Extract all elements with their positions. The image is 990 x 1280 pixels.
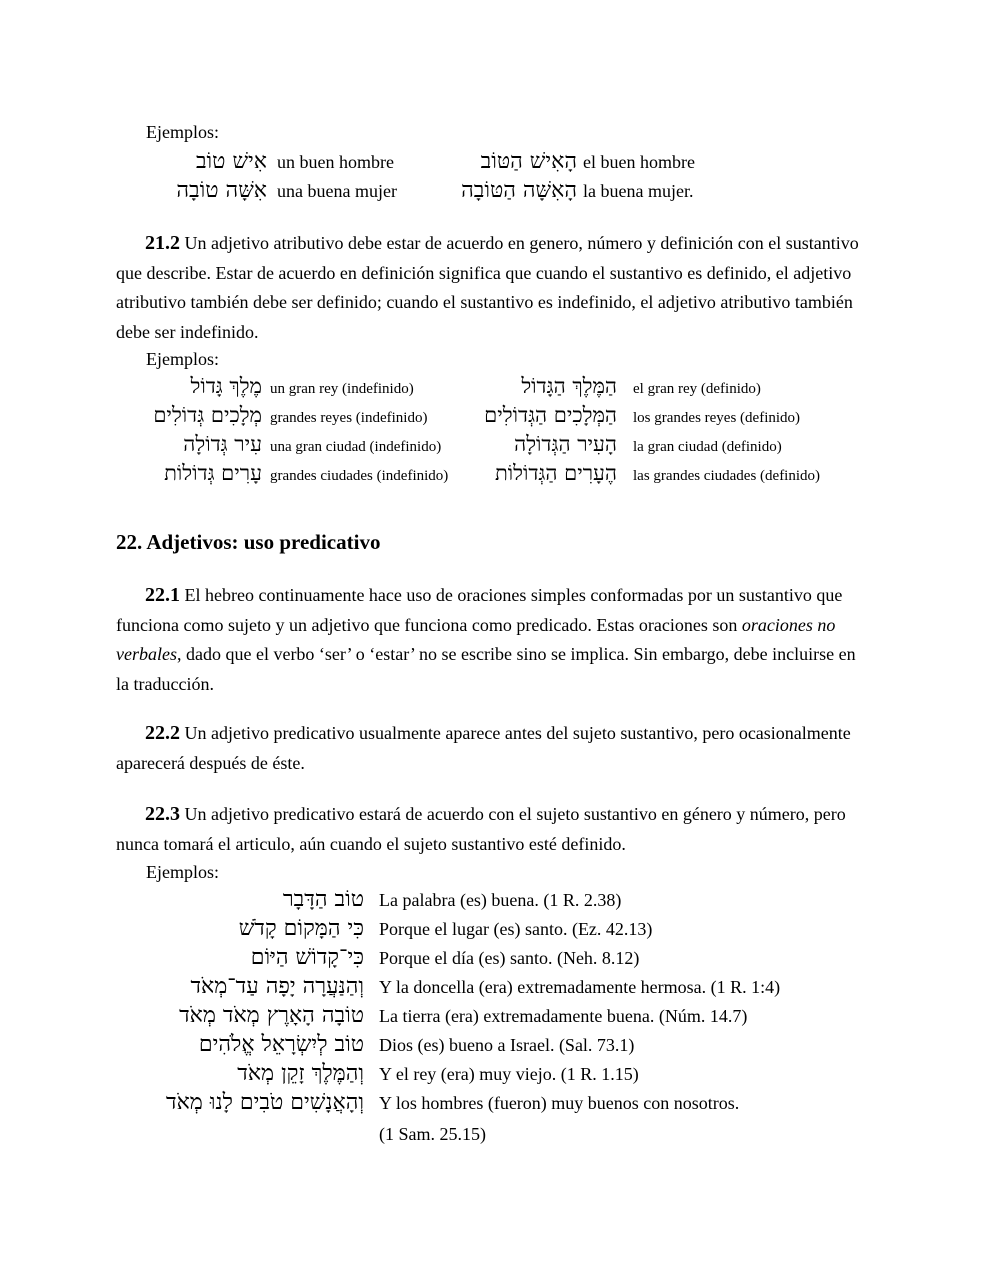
- translation: una gran ciudad (indefinido): [270, 439, 442, 455]
- example-row: [0, 374, 990, 403]
- example-row: [0, 1089, 990, 1118]
- hebrew-phrase: הָאִשָּׁה הַטּוֹבָה: [461, 178, 577, 203]
- translation: un buen hombre: [277, 152, 394, 172]
- italic-term: oraciones no verbales: [116, 614, 836, 664]
- hebrew-phrase: הָעִיר הַגְּדוֹלָה: [514, 432, 617, 456]
- hebrew-phrase: כִּי־קָדוֹשׁ הַיּוֹם: [250, 945, 364, 970]
- citation: (1 Sam. 25.15): [379, 1124, 486, 1144]
- translation: La palabra (es) buena. (1 R. 2.38): [379, 890, 622, 910]
- example-row: [0, 915, 990, 944]
- hebrew-phrase: טוֹב הַדָּבָר: [282, 887, 364, 912]
- hebrew-phrase: אִשָּׁה טוֹבָה: [176, 178, 267, 203]
- example-row: [0, 432, 990, 461]
- paragraph-22-1: [116, 581, 872, 699]
- hebrew-phrase: וְהַמֶּלֶךְ זָקֵן מְאֹד: [237, 1061, 364, 1086]
- hebrew-phrase: הַמֶּלֶךְ הַגָּדוֹל: [521, 374, 617, 398]
- section-heading: 22. Adjetivos: uso predicativo: [116, 530, 381, 554]
- paragraph-text: Un adjetivo atributivo debe estar de acuerdo en genero, número y definición con el sustantivo que describe. Estar de acuerdo en definición significa que cuando el sustantivo es definido, el adjetivo atributivo también debe ser definido; cuando el sustantivo es indefinido, el adjetivo atributivo también debe ser indefinido.: [116, 233, 859, 342]
- translation: grandes reyes (indefinido): [270, 410, 428, 426]
- section-number: 22.3: [145, 803, 180, 825]
- translation: Y el rey (era) muy viejo. (1 R. 1.15): [379, 1064, 639, 1084]
- paragraph-text: El hebreo continuamente hace uso de oraciones simples conformadas por un sustantivo que funciona como sujeto y un adjetivo que funciona como predicado. Estas oraciones son: [116, 585, 843, 635]
- hebrew-phrase: הֶעָרִים הַגְּדוֹלוֹת: [494, 461, 617, 485]
- translation: el buen hombre: [583, 152, 695, 172]
- translation: Y la doncella (era) extremadamente hermosa. (1 R. 1:4): [379, 977, 781, 997]
- paragraph-22-3: [116, 800, 872, 859]
- hebrew-phrase: מְלָכִים גְּדוֹלִים: [153, 403, 262, 427]
- translation: la buena mujer.: [583, 181, 694, 201]
- translation: las grandes ciudades (definido): [633, 468, 821, 484]
- hebrew-phrase: וְהַנַּעֲרָה יָפָה עַד־מְאֹד: [190, 974, 364, 999]
- example-row: [0, 148, 990, 177]
- translation: un gran rey (indefinido): [270, 381, 414, 397]
- paragraph-text: , dado que el verbo ‘ser’ o ‘estar’ no se escribe sino se implica. Sin embargo, debe incluirse en la traducción.: [116, 644, 856, 694]
- example-row: [0, 973, 990, 1002]
- hebrew-phrase: מֶלֶךְ גָּדוֹל: [190, 374, 262, 398]
- paragraph-21-2: [116, 229, 872, 347]
- example-row: [0, 1031, 990, 1060]
- example-row: [0, 403, 990, 432]
- translation: el gran rey (definido): [633, 381, 761, 397]
- translation: Y los hombres (fueron) muy buenos con nosotros.: [379, 1093, 740, 1113]
- paragraph-22-2: [116, 719, 872, 778]
- hebrew-phrase: אִישׁ טוֹב: [195, 149, 267, 174]
- translation: Porque el lugar (es) santo. (Ez. 42.13): [379, 919, 653, 939]
- translation: Porque el día (es) santo. (Neh. 8.12): [379, 948, 640, 968]
- hebrew-phrase: עָרִים גְּדוֹלוֹת: [164, 461, 262, 485]
- example-row: [0, 944, 990, 973]
- examples-label: Ejemplos:: [146, 862, 219, 882]
- example-row: [0, 1060, 990, 1089]
- translation: una buena mujer: [277, 181, 397, 201]
- translation: la gran ciudad (definido): [633, 439, 782, 455]
- translation: Dios (es) bueno a Israel. (Sal. 73.1): [379, 1035, 635, 1055]
- hebrew-phrase: וְהָאֲנָשִׁים טֹבִים לָנוּ מְאֹד: [166, 1090, 364, 1115]
- section-number: 22.1: [145, 584, 180, 606]
- hebrew-phrase: כִּי הַמָּקוֹם קָדֹשׁ: [238, 916, 364, 941]
- hebrew-phrase: הַמְּלָכִים הַגְּדוֹלִים: [484, 403, 617, 427]
- translation: La tierra (era) extremadamente buena. (Núm. 14.7): [379, 1006, 748, 1026]
- paragraph-text: Un adjetivo predicativo estará de acuerdo con el sujeto sustantivo en género y número, pero nunca tomará el articulo, aún cuando el sujeto sustantivo esté definido.: [116, 804, 846, 854]
- section-number: 22.2: [145, 722, 180, 744]
- hebrew-phrase: טוֹבָה הָאָרֶץ מְאֹד מְאֹד: [179, 1003, 364, 1028]
- example-row: [0, 886, 990, 915]
- examples-label: Ejemplos:: [146, 349, 219, 369]
- hebrew-phrase: עִיר גְּדוֹלָה: [183, 432, 262, 456]
- translation: los grandes reyes (definido): [633, 410, 801, 426]
- example-row: [0, 177, 990, 206]
- example-row: [0, 461, 990, 490]
- hebrew-phrase: טוֹב לְיִשְׂרָאֵל אֱלֹהִים: [198, 1032, 364, 1057]
- example-row: [0, 1002, 990, 1031]
- section-number: 21.2: [145, 232, 180, 254]
- examples-label: Ejemplos:: [146, 122, 219, 142]
- translation: grandes ciudades (indefinido): [270, 468, 449, 484]
- paragraph-text: Un adjetivo predicativo usualmente aparece antes del sujeto sustantivo, pero ocasionalmente aparecerá después de éste.: [116, 723, 851, 773]
- hebrew-phrase: הָאִישׁ הַטּוֹב: [480, 149, 577, 174]
